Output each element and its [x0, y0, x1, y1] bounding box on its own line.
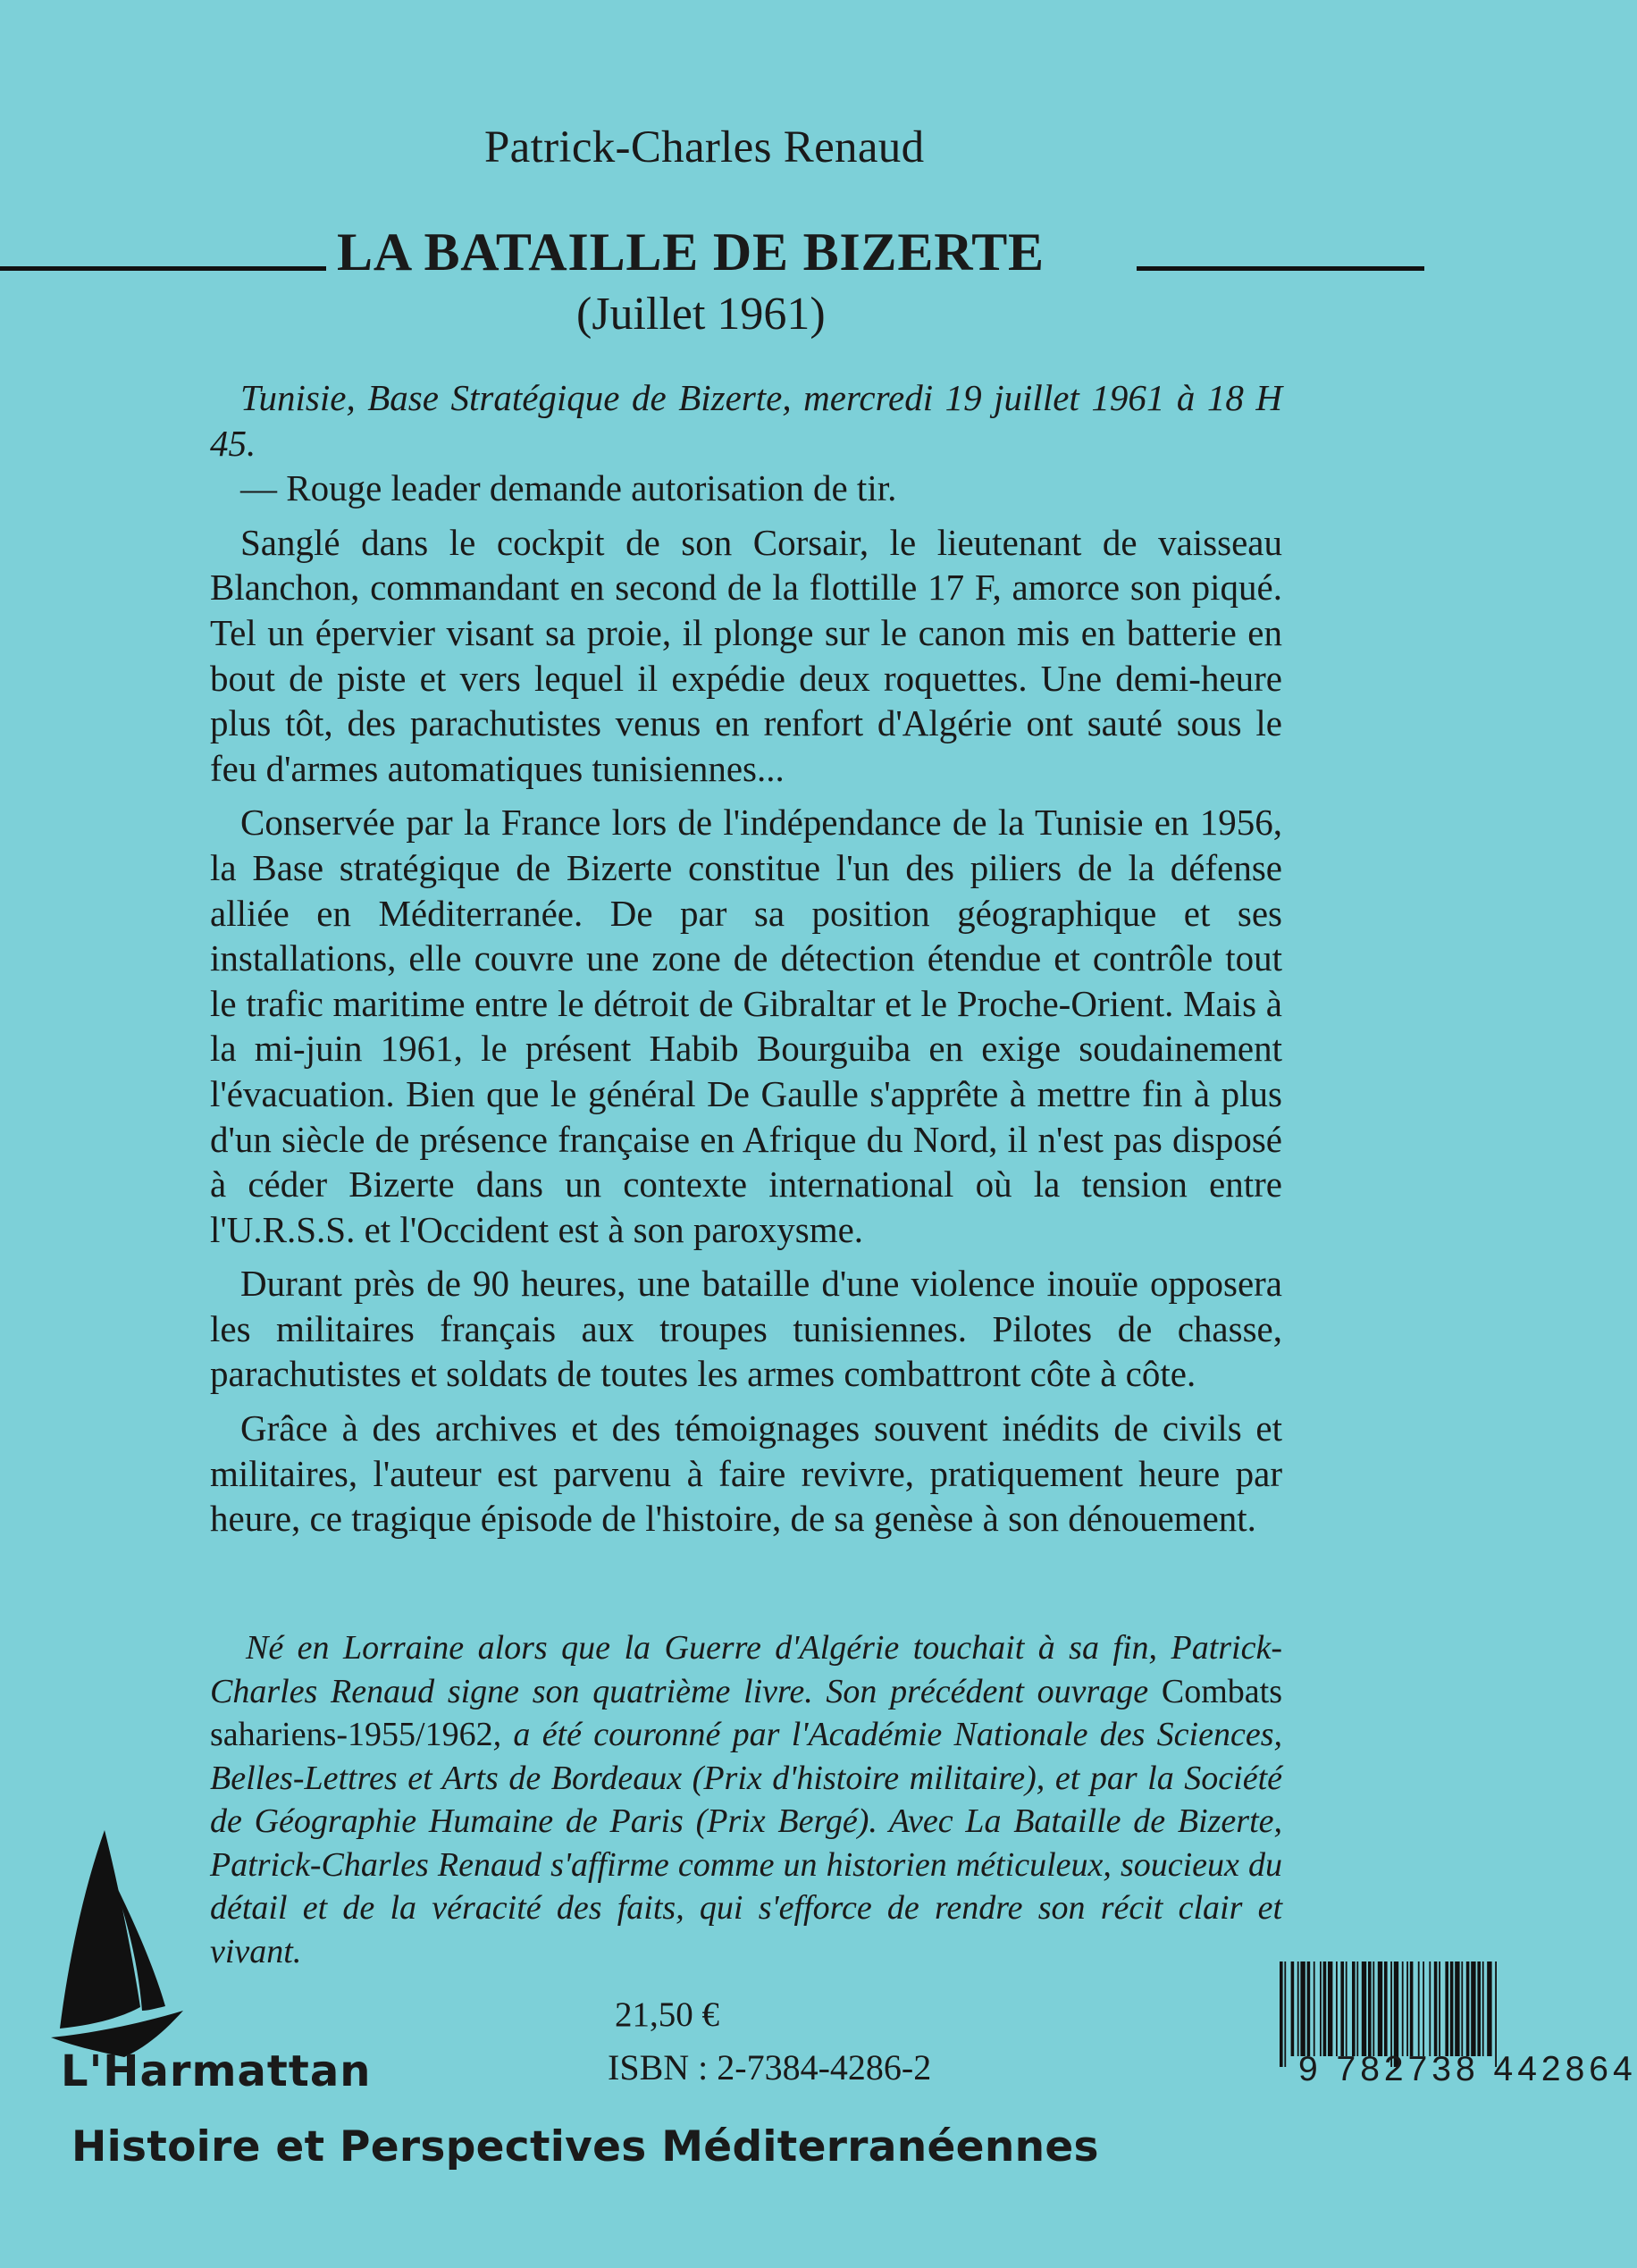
barcode-bar	[1373, 1961, 1374, 2056]
barcode-bar	[1284, 1961, 1286, 2067]
barcode-bar	[1429, 1961, 1431, 2056]
title-row	[0, 222, 1424, 284]
blurb-paragraph: Durant près de 90 heures, une bataille d'une violence inouïe opposera les militaires français aux troupes tunisiennes. Pilotes de chasse, parachutistes et soldats de toutes les armes combattront côte à côte.	[210, 1263, 1282, 1395]
barcode-bar	[1300, 1961, 1305, 2056]
barcode-bar	[1445, 1961, 1448, 2056]
barcode-bar	[1346, 1961, 1347, 2056]
barcode-bar	[1423, 1961, 1424, 2056]
barcode-bar	[1471, 1961, 1475, 2056]
barcode-bar	[1434, 1961, 1438, 2056]
barcode-bar	[1291, 1961, 1295, 2056]
author-bio	[210, 1626, 1282, 1973]
author-name: Patrick-Charles Renaud	[484, 122, 925, 172]
barcode-bar	[1461, 1961, 1463, 2056]
barcode-bar	[1340, 1961, 1344, 2056]
publisher-logo: L'Harmattan	[61, 2046, 372, 2096]
blurb-paragraph: Grâce à des archives et des témoignages souvent inédits de civils et militaires, l'auteur est parvenu à faire revivre, pratiquement heure par heure, ce tragique épisode de l'histoire, de sa genèse à son dénouement.	[210, 1407, 1282, 1540]
bio-text-1: Né en Lorraine alors que la Guerre d'Algérie touchait à sa fin, Patrick-Charles Renaud signe son quatrième livre. Son précédent ouvrage	[210, 1629, 1282, 1710]
barcode-bar	[1487, 1961, 1491, 2056]
blurb	[210, 375, 1282, 1550]
barcode-number: 9 782738 442864	[1298, 2050, 1637, 2088]
barcode-bar	[1402, 1961, 1404, 2056]
barcode-bar	[1323, 1961, 1327, 2056]
barcode-bar	[1384, 1961, 1388, 2056]
book-title: LA BATAILLE DE BIZERTE	[337, 223, 1045, 281]
blurb-paragraph: — Rouge leader demande autorisation de tir.	[240, 467, 897, 509]
barcode-bar	[1466, 1961, 1470, 2056]
blurb-paragraph: Sanglé dans le cockpit de son Corsair, le lieutenant de vaisseau Blanchon, commandant en second de la flottille 17 F, amorce son piqué. Tel un épervier visant sa proie, il plonge sur le canon mis en batterie en bout de piste et vers lequel il expédie deux roquettes. Une demi-heure plus tôt, des parachutistes venus en renfort d'Algérie ont sauté sous le feu d'armes automatiques tunisiennes...	[210, 521, 1282, 789]
barcode-bar	[1410, 1961, 1414, 2056]
barcode-bar	[1418, 1961, 1420, 2056]
title-rule-left	[0, 266, 326, 271]
barcode-bar	[1482, 1961, 1484, 2056]
barcode-bar	[1477, 1961, 1481, 2056]
sailboat-logo-icon	[49, 1823, 201, 2082]
bio-book-title: Combats sahariens-1955/1962	[210, 1672, 1282, 1753]
barcode-bar	[1439, 1961, 1440, 2056]
book-subtitle: (Juillet 1961)	[576, 289, 826, 340]
barcode-bar	[1406, 1961, 1408, 2056]
title-rule-right	[1137, 266, 1424, 271]
barcode-bar	[1378, 1961, 1382, 2056]
barcode-bar	[1314, 1961, 1315, 2056]
price: 21,50 €	[615, 1995, 719, 2034]
isbn: ISBN : 2-7384-4286-2	[608, 2047, 932, 2087]
barcode-bar	[1307, 1961, 1311, 2056]
barcode-bar	[1362, 1961, 1366, 2056]
barcode-bar	[1455, 1961, 1459, 2056]
barcode-bar	[1336, 1961, 1338, 2056]
barcode-bar	[1328, 1961, 1332, 2056]
bio-text-2: , a été couronné par l'Académie Nationale des Sciences, Belles-Lettres et Arts de Bordeaux (Prix d'histoire militaire), et par la Société de Géographie Humaine de Paris (Prix Bergé). Avec La Bataille de Bizerte, Patrick-Charles Renaud s'affirme comme un historien méticuleux, soucieux du détail et de la véracité des faits, qui s'efforce de rendre son récit clair et vivant.	[210, 1716, 1282, 1970]
collection-name: Histoire et Perspectives Méditerranéennes	[71, 2122, 1099, 2171]
barcode-bar	[1352, 1961, 1356, 2056]
barcode-bar	[1368, 1961, 1372, 2056]
blurb-lead: Tunisie, Base Stratégique de Bizerte, mercredi 19 juillet 1961 à 18 H 45.	[210, 377, 1282, 464]
barcode-bar	[1297, 1961, 1299, 2056]
barcode-bar	[1450, 1961, 1454, 2056]
barcode-bar	[1320, 1961, 1322, 2056]
barcode-bar	[1356, 1961, 1358, 2056]
barcode-bar	[1280, 1961, 1283, 2067]
blurb-paragraph: Conservée par la France lors de l'indépendance de la Tunisie en 1956, la Base stratégique de Bizerte constitue l'un des piliers de la défense alliée en Méditerranée. De par sa position géographique et ses installations, elle couvre une zone de détection étendue et contrôle tout le trafic maritime entre le détroit de Gibraltar et le Proche-Orient. Mais à la mi-juin 1961, le présent Habib Bourguiba en exige soudainement l'évacuation. Bien que le général De Gaulle s'apprête à mettre fin à plus d'un siècle de présence française en Afrique du Nord, il n'est pas disposé à céder Bizerte dans un contexte international où la tension entre l'U.R.S.S. et l'Occident est à son paroxysme.	[210, 802, 1282, 1250]
